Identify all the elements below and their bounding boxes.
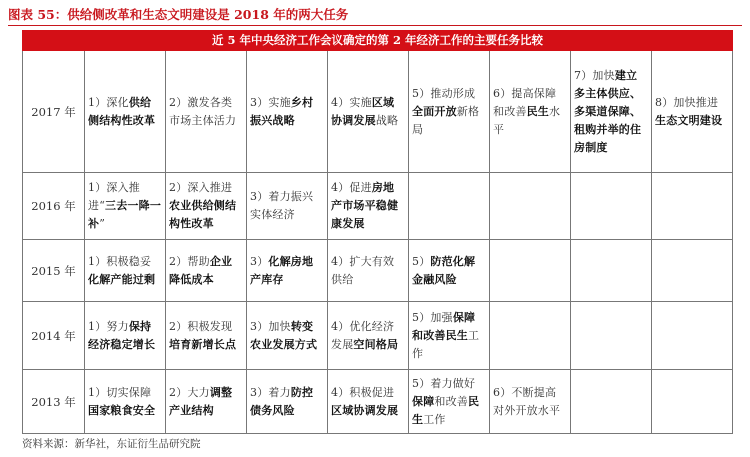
task-text: 1）积极稳妥: [88, 254, 152, 268]
task-text: 3）着力: [250, 385, 291, 399]
task-text: 4）促进: [331, 181, 372, 194]
task-emphasis: 供给侧结构性改革: [88, 95, 156, 127]
source-note: 资料来源：新华社，东证衍生品研究院: [22, 438, 201, 450]
task-emphasis: 农业供给侧结构性改革: [169, 199, 237, 230]
task-cell: [571, 302, 652, 370]
task-emphasis: 区域协调发展: [331, 403, 399, 417]
task-emphasis: 乡村振兴战略: [250, 95, 314, 127]
task-text: 3）实施: [250, 95, 291, 109]
task-emphasis: 全面开放: [412, 104, 457, 118]
task-cell: [166, 302, 247, 370]
task-cell: [571, 240, 652, 302]
task-text: 5）推动形成: [412, 86, 476, 100]
year-cell: 2013 年: [23, 370, 85, 434]
task-emphasis: 房地产市场平稳健康发展: [331, 181, 399, 230]
task-emphasis: 转变农业发展方式: [250, 319, 318, 351]
task-cell: [409, 302, 490, 370]
task-cell: [409, 51, 490, 173]
figure-title: 图表 55：供给侧改革和生态文明建设是 2018 年的两大任务: [8, 7, 349, 22]
task-text: 2）深入推进: [169, 181, 233, 194]
task-text: 6）不断提高对外开放水平: [493, 385, 561, 417]
table-row: [23, 51, 733, 173]
task-text: 4）实施: [331, 95, 372, 109]
task-cell: [652, 173, 733, 240]
task-text: 5）加强: [412, 310, 453, 324]
task-text: 5）: [412, 254, 431, 268]
task-cell: [166, 51, 247, 173]
task-cell: [166, 370, 247, 434]
task-cell: [166, 240, 247, 302]
task-cell: [85, 173, 166, 240]
year-cell: 2017 年: [23, 51, 85, 173]
task-text: 7）加快: [574, 68, 615, 82]
table-row: [23, 240, 733, 302]
table-row: [23, 370, 733, 434]
task-cell: [409, 240, 490, 302]
task-emphasis: 国家粮食安全: [88, 403, 156, 417]
task-cell: [571, 370, 652, 434]
task-text: 4）扩大有效供给: [331, 254, 395, 286]
task-cell: [247, 240, 328, 302]
task-emphasis: 空间格局: [353, 337, 399, 351]
year-cell: 2016 年: [23, 173, 85, 240]
task-text: 水平: [493, 104, 561, 136]
table-row: [23, 302, 733, 370]
task-text: 和改善: [434, 394, 469, 408]
task-emphasis: 化解产能过剩: [88, 272, 156, 286]
task-cell: [490, 173, 571, 240]
task-cell: [328, 173, 409, 240]
task-emphasis: 调整产业结构: [169, 385, 233, 417]
task-cell: [409, 173, 490, 240]
task-text: 新格局: [412, 104, 480, 136]
task-cell: [490, 240, 571, 302]
task-text: ”: [99, 217, 106, 230]
task-text: 1）切实保障: [88, 385, 152, 399]
task-text: 2）帮助: [169, 254, 210, 268]
task-text: 战略: [375, 113, 399, 127]
task-emphasis: 生态文明建设: [655, 113, 723, 127]
task-cell: [652, 302, 733, 370]
task-emphasis: 建立多主体供应、多渠道保障、租购并举的住房制度: [574, 68, 642, 154]
task-emphasis: 保障: [412, 394, 435, 408]
table-body: [23, 51, 733, 434]
task-text: 工作: [423, 412, 446, 426]
task-text: 1）深化: [88, 95, 129, 109]
task-emphasis: 民生: [412, 394, 480, 426]
task-text: 1）努力: [88, 319, 129, 333]
task-cell: [328, 370, 409, 434]
task-cell: [652, 370, 733, 434]
table-row: [23, 173, 733, 240]
task-emphasis: 防范化解金融风险: [412, 254, 476, 286]
task-cell: [490, 370, 571, 434]
tasks-comparison-table: [22, 30, 733, 434]
year-cell: 2015 年: [23, 240, 85, 302]
task-emphasis: 化解房地产库存: [250, 254, 314, 286]
task-emphasis: 企业降低成本: [169, 254, 233, 286]
task-text: 3）着力振兴实体经济: [250, 190, 314, 221]
task-text: 2）积极发现: [169, 319, 233, 333]
task-text: 4）积极促进: [331, 385, 395, 399]
task-text: 8）加快推进: [655, 95, 719, 109]
task-emphasis: 培育新增长点: [169, 337, 237, 351]
task-cell: [328, 51, 409, 173]
task-cell: [571, 51, 652, 173]
task-text: 工作: [412, 328, 480, 360]
task-cell: [571, 173, 652, 240]
task-text: 6）提高保障和改善: [493, 86, 557, 118]
task-emphasis: 民生: [526, 104, 550, 118]
task-text: 4）优化经济发展: [331, 319, 395, 351]
title-rule: [8, 25, 742, 26]
task-emphasis: 保持经济稳定增长: [88, 319, 156, 351]
task-cell: [409, 370, 490, 434]
task-cell: [490, 302, 571, 370]
task-cell: [490, 51, 571, 173]
task-cell: [652, 240, 733, 302]
task-text: 5）着力做好: [412, 376, 476, 390]
year-cell: 2014 年: [23, 302, 85, 370]
task-emphasis: 防控债务风险: [250, 385, 314, 417]
table-header: 近 5 年中央经济工作会议确定的第 2 年经济工作的主要任务比较: [23, 31, 733, 51]
task-emphasis: 保障和改善民生: [412, 310, 476, 342]
task-cell: [85, 302, 166, 370]
task-cell: [166, 173, 247, 240]
task-cell: [247, 51, 328, 173]
task-cell: [328, 240, 409, 302]
task-cell: [328, 302, 409, 370]
task-emphasis: 三去一降一补: [88, 199, 162, 230]
task-cell: [85, 240, 166, 302]
task-cell: [247, 302, 328, 370]
task-cell: [247, 370, 328, 434]
task-emphasis: 区域协调发展: [331, 95, 395, 127]
task-text: 3）加快: [250, 319, 291, 333]
task-cell: [85, 51, 166, 173]
task-cell: [652, 51, 733, 173]
task-cell: [247, 173, 328, 240]
task-text: 1）深入推进“: [88, 181, 140, 212]
task-cell: [85, 370, 166, 434]
task-text: 2）激发各类市场主体活力: [169, 95, 237, 127]
task-text: 3）: [250, 254, 269, 268]
task-text: 2）大力: [169, 385, 210, 399]
